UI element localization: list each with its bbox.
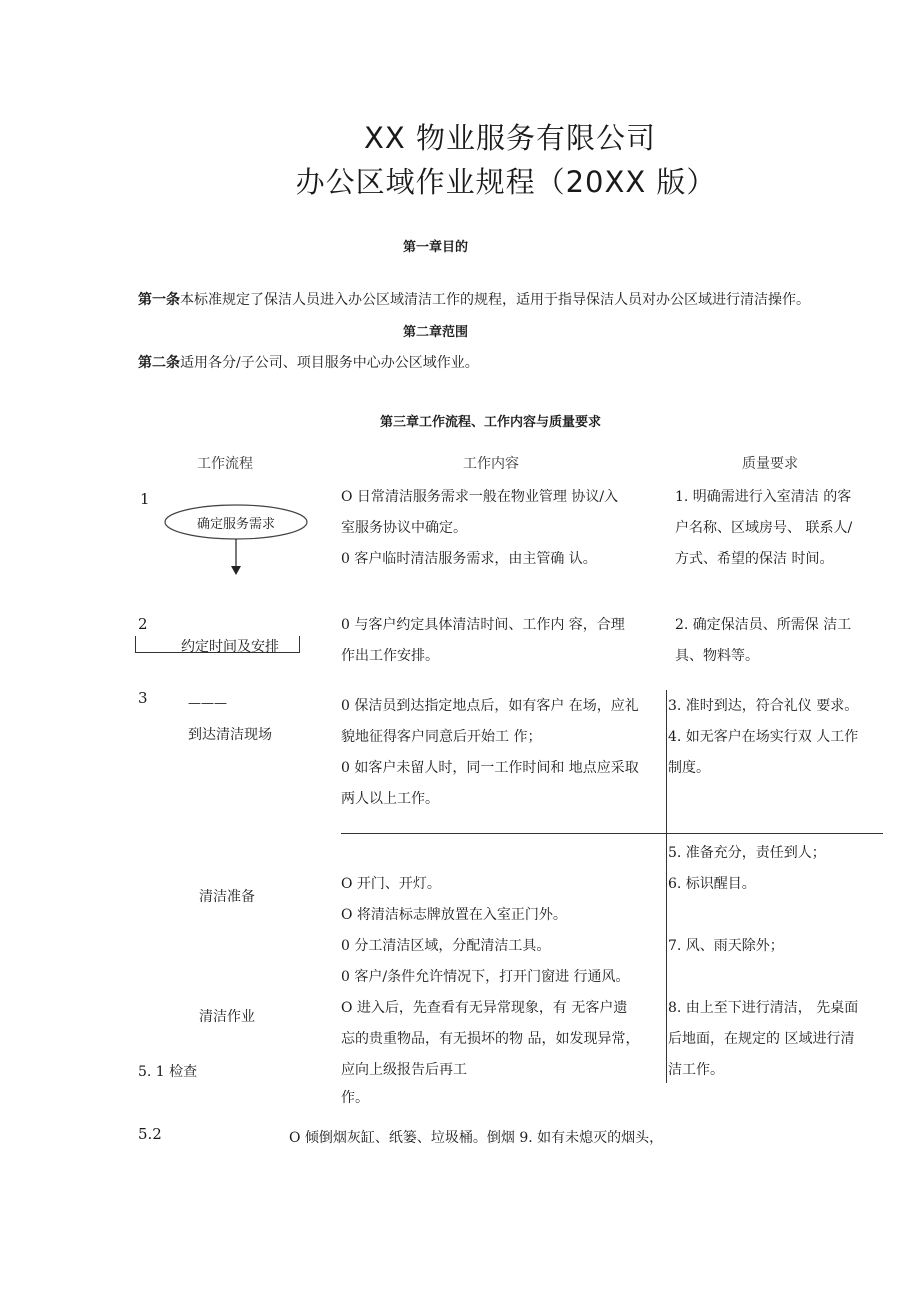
step-1-quality — [675, 482, 852, 575]
chapter-2-heading: 第二章范围 — [403, 325, 469, 340]
step-3-flow-label: 到达清洁现场 — [188, 727, 272, 743]
step-4-quality-line: 7. 风、雨天除外； — [668, 938, 784, 954]
step-4-content-line: O 开门、开灯。 — [341, 876, 441, 892]
step-3-quality-line: 制度。 — [668, 760, 710, 776]
step-4-content — [341, 869, 630, 993]
article-2-label: 第二条 — [138, 355, 180, 371]
step-3-quality — [668, 691, 858, 784]
step-3-content-line: 貌地征得客户同意后开始工 作； — [341, 729, 542, 745]
step-4-flow-label: 清洁准备 — [199, 889, 255, 905]
step-5-1-label: 5. 1 检查 — [138, 1064, 198, 1080]
step-3-content-line: 两人以上工作。 — [341, 791, 439, 807]
step-1-flow-label: 确定服务需求 — [196, 517, 275, 532]
step-2-quality — [675, 610, 851, 672]
step-3-content-line: 0 如客户未留人时，同一工作时间和 地点应采取 — [341, 760, 639, 776]
step-5-flow-label: 清洁作业 — [199, 1009, 255, 1025]
step-5-2-text: O 倾倒烟灰缸、纸篓、垃圾桶。倒烟 9. 如有未熄灭的烟头， — [289, 1130, 664, 1146]
step-2-content-line: 作出工作安排。 — [341, 648, 439, 664]
step-5-quality-line: 洁工作。 — [668, 1062, 724, 1078]
chapter-3-heading: 第三章工作流程、工作内容与质量要求 — [380, 415, 602, 430]
step-4-quality-line: 5. 准备充分，责任到人； — [668, 845, 826, 861]
table-column-divider — [666, 690, 667, 1083]
step-4-quality-line: 6. 标识醒目。 — [668, 876, 756, 892]
step-3-quality-line: 4. 如无客户在场实行双 人工作 — [668, 729, 859, 745]
step-1-content-line: O 日常清洁服务需求一般在物业管理 协议/入 — [341, 489, 619, 505]
step-2-flow-label: 约定时间及安排 — [181, 639, 279, 655]
step-5-content-line: 应向上级报告后再工 — [341, 1062, 467, 1078]
step-1-quality-line: 1. 明确需进行入室清洁 的客 — [675, 489, 852, 505]
step-5-quality-line: 8. 由上至下进行清洁， 先桌面 — [668, 1000, 859, 1016]
step-1-content-line: 室服务协议中确定。 — [341, 520, 467, 536]
header-content: 工作内容 — [463, 456, 519, 472]
step-3-content — [341, 691, 639, 815]
article-2 — [138, 352, 479, 372]
step-5-quality-line: 后地面，在规定的 区域进行清 — [668, 1031, 855, 1047]
arrow-down-icon — [231, 566, 241, 575]
step-1-flow-diagram — [160, 500, 310, 580]
title-line-1: XX 物业服务有限公司 — [364, 121, 656, 155]
step-2-quality-line: 2. 确定保洁员、所需保 洁工 — [675, 617, 852, 633]
step-1-content — [341, 482, 618, 575]
step-3-number: 3 — [138, 689, 148, 707]
header-flow: 工作流程 — [197, 456, 253, 472]
step-5-2-number: 5.2 — [138, 1125, 162, 1143]
step-1-content-line: 0 客户临时清洁服务需求，由主管确 认。 — [341, 551, 597, 567]
step-4-content-line: 0 分工清洁区域，分配清洁工具。 — [341, 938, 551, 954]
step-5-content-line: O 进入后，先查看有无异常现象，有 无客户遗 — [341, 1000, 628, 1016]
step-1-quality-line: 方式、希望的保洁 时间。 — [675, 551, 834, 567]
step-5-quality — [668, 993, 858, 1086]
step-1-quality-line: 户名称、区域房号、 联系人/ — [675, 520, 853, 536]
article-1-text: 本标准规定了保洁人员进入办公区域清洁工作的规程，适用于指导保洁人员对办公区域进行清洁操作。 — [180, 292, 810, 308]
step-2-quality-line: 具、物料等。 — [675, 648, 759, 664]
step-5-content-line: 忘的贵重物品，有无损坏的物 品，如发现异常， — [341, 1031, 640, 1047]
article-1-label: 第一条 — [138, 292, 180, 308]
step-3-dash: ——— — [188, 696, 227, 711]
step-4-quality — [668, 838, 826, 962]
step-4-content-line: O 将清洁标志牌放置在入室正门外。 — [341, 907, 567, 923]
step-2-content-line: 0 与客户约定具体清洁时间、工作内 容，合理 — [341, 617, 625, 633]
title-line-2: 办公区域作业规程（20XX 版） — [295, 165, 717, 199]
step-5-content-line: 作。 — [341, 1090, 369, 1106]
step-5-content — [341, 993, 639, 1110]
step-2-number: 2 — [138, 615, 148, 633]
step-4-content-line: 0 客户/条件允许情况下，打开门窗进 行通风。 — [341, 969, 630, 985]
step-3-content-line: 0 保洁员到达指定地点后，如有客户 在场，应礼 — [341, 698, 639, 714]
header-quality: 质量要求 — [742, 456, 798, 472]
step-3-quality-line: 3. 准时到达，符合礼仪 要求。 — [668, 698, 859, 714]
article-2-text: 适用各分/子公司、项目服务中心办公区域作业。 — [180, 355, 479, 371]
table-row-divider — [341, 833, 883, 834]
step-2-content — [341, 610, 625, 672]
step-4-quality-line — [668, 900, 826, 931]
chapter-1-heading: 第一章目的 — [403, 240, 469, 255]
step-1-number: 1 — [140, 490, 150, 508]
article-1 — [138, 289, 810, 309]
